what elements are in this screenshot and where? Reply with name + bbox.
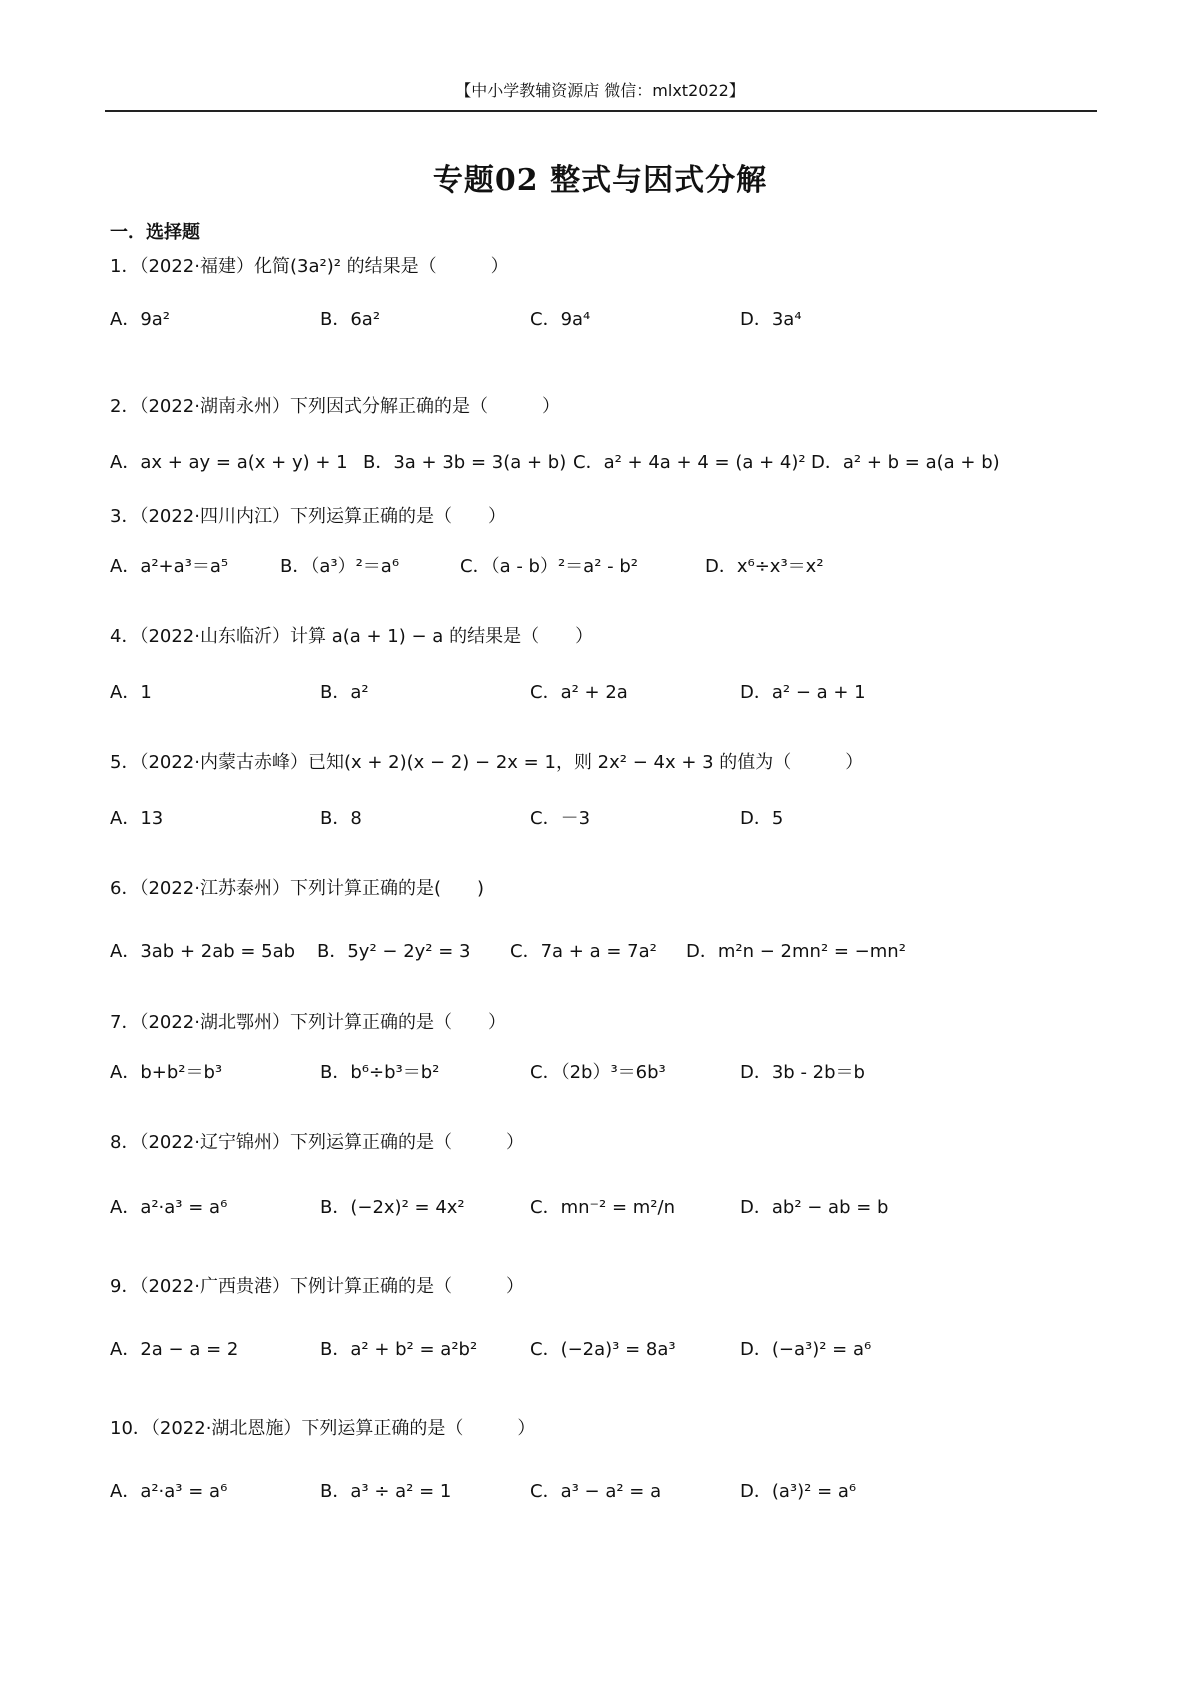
question-9: 9．（2022·广西贵港）下例计算正确的是（ ） bbox=[110, 1276, 524, 1297]
option-b: B．8 bbox=[320, 808, 362, 829]
option-b: B．a² + b² = a²b² bbox=[320, 1339, 478, 1360]
option-c: C．a³ − a² = a bbox=[530, 1481, 662, 1502]
options-5 bbox=[110, 804, 1110, 844]
option-d: D．m²n − 2mn² = −mn² bbox=[686, 941, 906, 962]
option-d: D．(−a³)² = a⁶ bbox=[740, 1339, 872, 1360]
question-6: 6．（2022·江苏泰州）下列计算正确的是( ) bbox=[110, 878, 485, 899]
options-10 bbox=[110, 1477, 1110, 1517]
options-3 bbox=[110, 552, 1110, 592]
question-2: 2．（2022·湖南永州）下列因式分解正确的是（ ） bbox=[110, 396, 560, 417]
question-1: 1．（2022·福建）化简(3a²)² 的结果是（ ） bbox=[110, 256, 509, 277]
header-divider bbox=[105, 110, 1097, 112]
options-2 bbox=[110, 448, 1110, 488]
question-3: 3．（2022·四川内江）下列运算正确的是（ ） bbox=[110, 506, 506, 527]
option-b: B．3a + 3b = 3(a + b) bbox=[363, 452, 567, 473]
document-title: 专题02 整式与因式分解 bbox=[432, 163, 768, 198]
option-d: D．3a⁴ bbox=[740, 309, 802, 330]
option-b: B．（a³）²＝a⁶ bbox=[280, 556, 400, 577]
option-b: B．a² bbox=[320, 682, 369, 703]
option-a: A．2a − a = 2 bbox=[110, 1339, 239, 1360]
option-b: B．(−2x)² = 4x² bbox=[320, 1197, 465, 1218]
options-7 bbox=[110, 1058, 1110, 1098]
options-8 bbox=[110, 1193, 1110, 1233]
option-d: D．(a³)² = a⁶ bbox=[740, 1481, 857, 1502]
section-title: 一．选择题 bbox=[110, 222, 200, 243]
option-d: D．a² − a + 1 bbox=[740, 682, 866, 703]
option-c: C．mn⁻² = m²/n bbox=[530, 1197, 675, 1218]
option-c: C．a² + 4a + 4 = (a + 4)² bbox=[573, 452, 806, 473]
options-4 bbox=[110, 678, 1110, 718]
option-d: D．3b - 2b＝b bbox=[740, 1062, 865, 1083]
option-a: A．b+b²＝b³ bbox=[110, 1062, 223, 1083]
question-4: 4．（2022·山东临沂）计算 a(a + 1) − a 的结果是（ ） bbox=[110, 626, 594, 647]
option-d: D．5 bbox=[740, 808, 784, 829]
option-d: D．a² + b = a(a + b) bbox=[811, 452, 1000, 473]
options-9 bbox=[110, 1335, 1110, 1375]
option-a: A．13 bbox=[110, 808, 164, 829]
options-6 bbox=[110, 937, 1110, 977]
option-a: A．a²·a³ = a⁶ bbox=[110, 1481, 228, 1502]
option-b: B．b⁶÷b³＝b² bbox=[320, 1062, 440, 1083]
page-header: 【中小学教辅资源店 微信：mlxt2022】 bbox=[455, 81, 745, 100]
option-a: A．1 bbox=[110, 682, 152, 703]
option-b: B．a³ ÷ a² = 1 bbox=[320, 1481, 452, 1502]
question-5: 5．（2022·内蒙古赤峰）已知(x + 2)(x − 2) − 2x = 1，则 2x² − 4x + 3 的值为（ ） bbox=[110, 752, 864, 773]
question-8: 8．（2022·辽宁锦州）下列运算正确的是（ ） bbox=[110, 1132, 524, 1153]
option-c: C．（2b）³＝6b³ bbox=[530, 1062, 666, 1083]
option-c: C．9a⁴ bbox=[530, 309, 591, 330]
option-d: D．x⁶÷x³＝x² bbox=[705, 556, 824, 577]
option-a: A．3ab + 2ab = 5ab bbox=[110, 941, 296, 962]
question-7: 7．（2022·湖北鄂州）下列计算正确的是（ ） bbox=[110, 1012, 506, 1033]
option-c: C．7a + a = 7a² bbox=[510, 941, 657, 962]
options-1 bbox=[110, 305, 1110, 345]
option-a: A．9a² bbox=[110, 309, 171, 330]
option-c: C．－3 bbox=[530, 808, 591, 829]
option-b: B．6a² bbox=[320, 309, 381, 330]
option-b: B．5y² − 2y² = 3 bbox=[317, 941, 471, 962]
option-c: C．（a - b）²＝a² - b² bbox=[460, 556, 639, 577]
option-c: C．a² + 2a bbox=[530, 682, 628, 703]
option-d: D．ab² − ab = b bbox=[740, 1197, 889, 1218]
option-a: A．ax + ay = a(x + y) + 1 bbox=[110, 452, 348, 473]
option-c: C．(−2a)³ = 8a³ bbox=[530, 1339, 676, 1360]
question-10: 10．（2022·湖北恩施）下列运算正确的是（ ） bbox=[110, 1418, 536, 1439]
option-a: A．a²+a³＝a⁵ bbox=[110, 556, 229, 577]
option-a: A．a²·a³ = a⁶ bbox=[110, 1197, 228, 1218]
